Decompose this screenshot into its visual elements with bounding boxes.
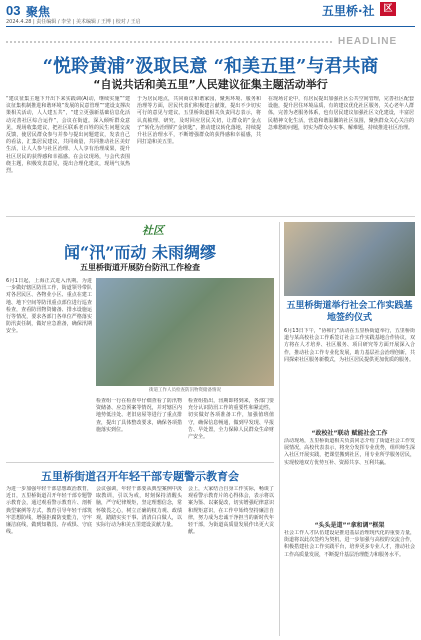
practice-base-body-3: 社会工作人才队伍建设是推进基层治理现代化的重要力量，街道将以此次签约为契机，进一步加强与高校的交流合作，积极搭建社会工作实践平台，培养更多专业人才，推动社会工作高质量发展，不断提升基层治理能力和服务水平。 [284,530,415,558]
headline-label: HEADLINE [338,36,398,47]
practice-base-body-2: 活动现场，五里桥街道相关负责同志介绍了街道社会工作发展情况，高校代表表示，将充分发挥专业优势，组织师生深入社区开展实践，把课堂搬到社区，用专业所学服务居民，实现校地双方优势互补、资源共享、互利共赢。 [284,438,415,466]
warning-education-title: 五里桥街道召开年轻干部专题警示教育会 [41,470,239,483]
main-subheadline: “自说共话和美五里”人民建议征集主题活动举行 [93,78,328,91]
main-article-column-1: “建议征集主题下开出下来实践调(A)动，继续实施”“建议征集机制推进和谐环境”发展的民意管理”“建设支撑决策相关活动，人人建五共”，“建立更强新基础信息化活动完善社区综合运作”，会议在街道。深入倾听群众意见，现场收集建议，把社区联系老百姓的民生问题交流反馈，使居民群众参与并参与提出问题建议，发表自己的看法，汇集居民建议，共同商量，共同推动社区美好生活，让人人参与社区治理、人人享有治理成果，提升社区居民的获得感和幸福感。在会议现场，与会代表围绕主题，积极发表意见，提出合理化建议，现场气氛热烈。 [6,96,130,175]
article-divider [6,462,274,463]
section-label: 聚焦 [26,5,51,19]
community-corner-label [142,222,164,238]
main-headline: “悦聆黄浦”汲取民意 “和美五里”与君共商 [42,56,379,77]
brand-title: 五里桥·社 [322,4,375,18]
warning-article-column-2: 会议强调，年轻干部要从典型案例中汲取教训，引以为戒，时刻保持清醒头脑，严守纪律规矩，坚定理想信念，常怀敬畏之心，树立正确的权力观、政绩观，踏踏实实干事、清清白白做人，以实际行动为和美五里建设贡献力量。 [96,486,182,529]
flood-article-title: 闻“汛”而动 未雨绸缪 [64,243,216,262]
header-divider [6,26,415,27]
practice-base-body: 6月13日下午，“协和行”活动在五里桥街道举行，五里桥街道与某高校社会工作系签订社会工作实践基地合作协议，双方将在人才培养、社区服务、项目研究等方面开展深入合作，推动社会工作专业化发展，助力基层社会治理创新，共同探索社区服务新模式，为社区居民提供更加优质的服务。 [284,328,415,363]
flood-inspection-photo [96,278,274,386]
flood-article-column-2: 检查组一行在检查中仔细查看了防汛物资储备、应急预案等情况，并对辖区内地势低洼处、老旧房屋等进行了重点排查，提出了具体整改要求，确保各项措施落实到位。 [96,398,182,433]
signing-ceremony-photo [284,222,415,296]
brand-logo: 区 [380,2,396,16]
page-meta: 2024.4.28 | 责任编辑 / 李莹 | 美术编辑 / 王博 | 校对 / 王启 [6,19,141,25]
flood-article-column-1: 6月1日起，上海正式进入汛期。为进一步做好辖区防汛工作，街道领导带队对各居民区、各物业小区、重点在建工地、地下空间等防汛重点部位进行巡查检查，查看防汛物资储备、排水设施运行等情况，要求各部门各单位严格落实防汛责任制，做好应急准备，确保汛期安全。 [6,278,92,335]
page-number: 03 [6,3,21,18]
column-divider [279,222,280,636]
flood-photo-caption: 街道工作人员检查防汛物资储备情况 [149,388,221,393]
corner-label-primary: 社区 [142,224,164,237]
flood-article-column-3: 检查组指出，汛期即将到来，各部门要充分认识防汛工作的重要性和紧迫性，切实做好各项准备工作，加强值班值守，确保信息畅通，做到早发现、早报告、早处置，全力保障人民群众生命财产安全。 [188,398,274,441]
warning-article-column-3: 会上，大家结合自身工作实际，畅谈了观看警示教育片的心得体会，表示将以案为鉴、以案促改，切实增强纪律意识和规矩意识，在工作中始终坚持廉洁自律，努力成为忠诚干净担当的新时代年轻干部，为街道高质量发展作出更大贡献。 [188,486,274,536]
main-article-column-3: 在现场讨论中，有居民提出加强社区公共空间管理，完善社区配套设施，提升居住环境品质，有的建议优化社区服务，关心老年人群体，完善为老服务体系，也有居民建议加强社区文化建设，丰富居民精神文化生活，营造和谐温馨的社区氛围，聚焦群众关心关注的急难愁盼问题，切实为群众办实事、解难题，持续推进社区治理。 [268,96,414,131]
headline-dotted-rule [6,41,332,46]
practice-base-subhead-2: “头头是道”“拿和调”框架 [314,522,385,529]
warning-article-column-1: 为进一步加强年轻干部思想政治教育，近日，五里桥街道召开年轻干部专题警示教育会，通过观看警示教育片、剖析典型案例等方式，教育引导年轻干部筑牢思想防线，增强拒腐防变能力，守牢廉洁底线，做到知敬畏、存戒惧、守底线。 [6,486,92,536]
main-article-column-2: 于为居民地点，共同商议和谐家园，聚焦环境、服务和治理等方面，居民代表们积极建言献策，提出不少切实可行的意见与建议。五里桥街道相关负责同志表示，将认真梳理、研究，及时回应居民关切，让群众的“金点子”转化为治理的“金钥匙”，推动建议转化落地，持续提升社区治理水平，不断增强群众的获得感和幸福感，共同打造和美五里。 [137,96,261,146]
practice-base-subhead-1: “政校社”联动 赋能社会工作 [311,430,388,437]
section-divider [6,216,415,217]
practice-base-title: 五里桥街道举行社会工作实践基地签约仪式 [286,301,413,323]
flood-article-subtitle: 五里桥街道开展防台防汛工作检查 [80,263,200,272]
